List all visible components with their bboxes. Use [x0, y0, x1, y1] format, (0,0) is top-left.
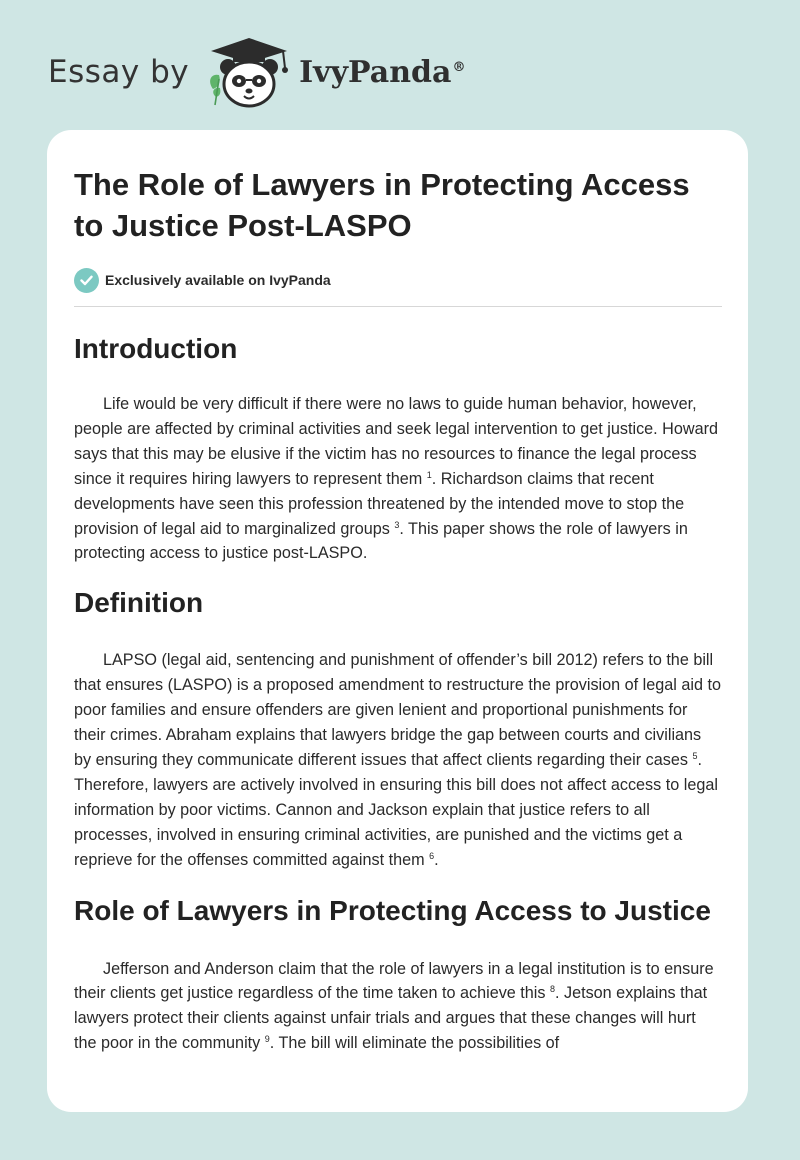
paragraph-text: Life would be very difficult if there were no laws to guide human behavior, however, people are affected by criminal activities and seek legal intervention to get justice. Howard says that this may be elusive if the victim has no resources to finance the legal process since it requires hiring lawyers to represent them [74, 395, 718, 488]
paragraph-text: . [434, 850, 439, 869]
footnote-ref: 1 [426, 469, 432, 480]
exclusive-badge [74, 266, 722, 294]
divider [74, 306, 722, 307]
paragraph-text: . Therefore, lawyers are actively involved in ensuring this bill does not affect access to legal information by poor victims. Cannon and Jackson explain that justice refers to all processes, involved in ensuring criminal activities, are punished and the victims get a reprieve for the offenses committed against them [74, 750, 718, 869]
panda-graduate-icon [203, 35, 295, 109]
section-heading-definition: Definition [74, 587, 204, 619]
paragraph-text: . This paper shows the role of lawyers in protecting access to justice post-LASPO. [74, 519, 688, 563]
section-heading-introduction: Introduction [74, 333, 238, 364]
section-heading-role-of-lawyers: Role of Lawyers in Protecting Access to Justice [74, 894, 711, 926]
footnote-ref: 3 [394, 519, 400, 530]
footnote-ref: 9 [264, 1034, 270, 1045]
brand-header [48, 36, 465, 108]
paragraph-text: Jefferson and Anderson claim that the role of lawyers in a legal institution is to ensure their clients get justice regardless of the time taken to achieve this [74, 959, 714, 1003]
registered-mark: ® [452, 59, 466, 75]
paragraph-role-of-lawyers [74, 957, 722, 1057]
check-icon [74, 268, 99, 293]
paragraph-text: . The bill will eliminate the possibilities of [269, 1034, 560, 1053]
brand-name: IvyPanda® [299, 54, 466, 90]
essay-title: The Role of Lawyers in Protecting Access to Justice Post-LASPO [74, 167, 690, 243]
essay-content [74, 130, 722, 1056]
paragraph-text: LAPSO (legal aid, sentencing and punishment of offender’s bill 2012) refers to the bill that ensures (LASPO) is a proposed amendment to restructure the provision of legal aid to poor families and ensure offenders are given lenient and proportional punishments for their crimes. Abraham explains that lawyers bridge the gap between courts and civilians by ensuring they communicate different issues that affect clients regarding their cases [74, 651, 721, 769]
paragraph-definition [74, 648, 722, 872]
paragraph-text: . Jetson explains that lawyers protect their clients against unfair trials and argues that these changes will hurt the poor in the community [74, 984, 708, 1053]
footnote-ref: 5 [692, 750, 698, 761]
footnote-ref: 8 [549, 984, 555, 995]
essay-card [47, 130, 748, 1112]
exclusive-label: Exclusively available on IvyPanda [105, 272, 331, 288]
footnote-ref: 6 [429, 850, 435, 861]
paragraph-text: . Richardson claims that recent developments have seen this profession threatened by the intended move to stop the provision of legal aid to marginalized groups [74, 469, 685, 538]
essay-by-label: Essay by [48, 54, 190, 90]
paragraph-introduction [74, 392, 722, 566]
